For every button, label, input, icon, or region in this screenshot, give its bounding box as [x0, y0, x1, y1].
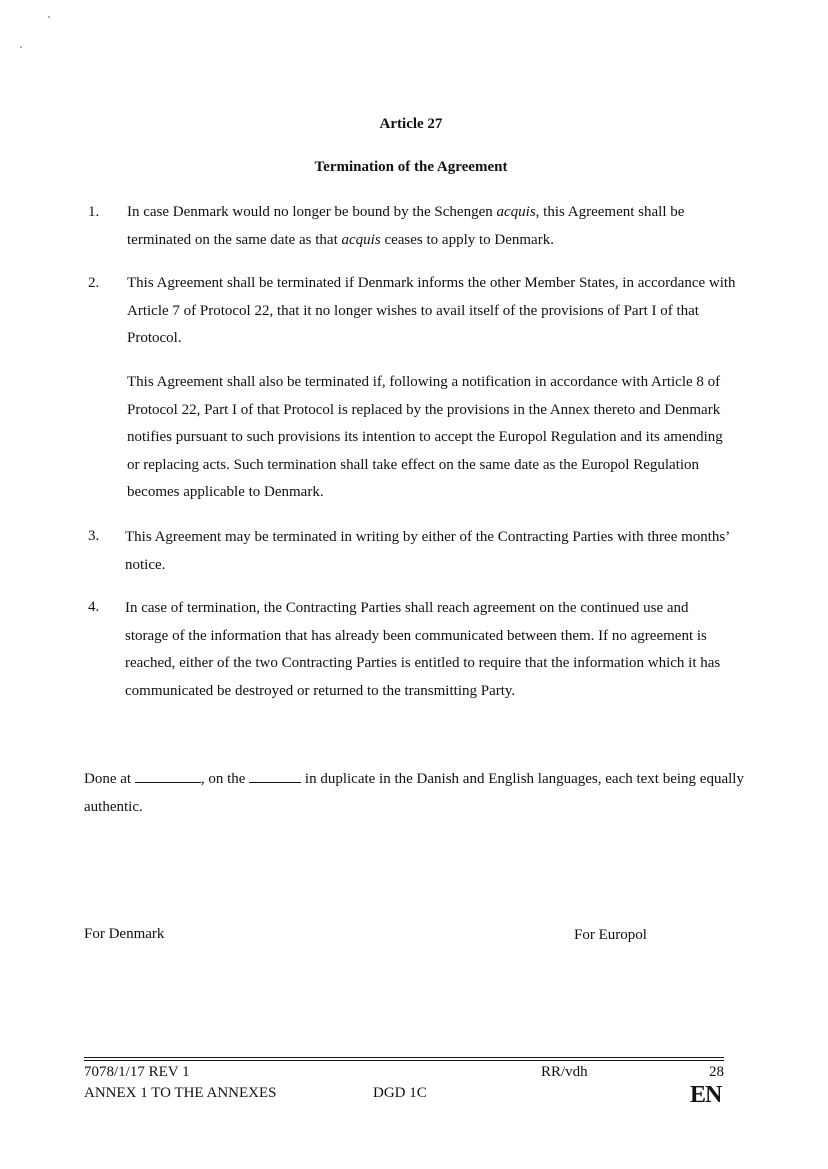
clause-number: 3.	[88, 528, 100, 544]
footer-page-number: 28	[709, 1064, 724, 1080]
clause-4-text: In case of termination, the Contracting Parties shall reach agreement on the continued use and storage of the information that has already been communicated between them. If no agreement is reached, either of the two Contracting Parties is entitled to require that the information which it has communicated be destroyed or returned to the transmitting Party.	[125, 600, 721, 699]
footer-doc-ref: 7078/1/17 REV 1	[84, 1064, 190, 1080]
place-blank	[135, 772, 201, 783]
clause-1-part-italic: acquis	[341, 231, 381, 248]
article-number: Article 27	[379, 116, 443, 132]
signature-europol: For Europol	[574, 927, 647, 943]
footer-rule-thin	[84, 1060, 724, 1061]
footer-rule	[84, 1057, 724, 1058]
clause-number: 4.	[88, 599, 100, 615]
clause-2-text-continued: This Agreement shall also be terminated if, following a notification in accordance with Article 8 of Protocol 22, Part I of that Protocol is replaced by the provisions in the Annex thereto and Denmark notifies pursuant to such provisions its intention to accept the Europol Regulation and its amending or replacing acts. Such termination shall take effect on the same date as the Europol Regulation becomes applicable to Denmark.	[127, 374, 723, 500]
clause-number: 2.	[88, 275, 100, 291]
scan-speck	[48, 16, 50, 18]
footer-language: EN	[690, 1082, 722, 1108]
clause-1-part: , this Agreement shall be terminated on the same date as that	[127, 204, 685, 248]
date-blank	[249, 772, 301, 783]
clause-3-text: This Agreement may be terminated in writing by either of the Contracting Parties with three months’ notice.	[125, 529, 730, 573]
article-title: Termination of the Agreement	[314, 159, 508, 175]
done-prefix: Done at	[84, 771, 132, 787]
footer-initials: RR/vdh	[541, 1064, 588, 1080]
footer-annex: ANNEX 1 TO THE ANNEXES	[84, 1085, 277, 1101]
clause-1-text	[127, 199, 737, 254]
footer-dgd: DGD 1C	[373, 1085, 427, 1101]
clause-2-text: This Agreement shall be terminated if Denmark informs the other Member States, in accordance with Article 7 of Protocol 22, that it no longer wishes to avail itself of the provisions of Part I of that Protocol.	[127, 275, 736, 346]
done-suffix: in duplicate in the Danish and English languages, each text being equally authentic.	[84, 771, 744, 815]
clause-1-part: ceases to apply to Denmark.	[380, 231, 554, 248]
signature-denmark: For Denmark	[84, 926, 165, 942]
clause-1-part-italic: acquis	[496, 204, 536, 220]
clause-1-part: In case Denmark would no longer be bound by the Schengen	[127, 204, 497, 220]
clause-number: 1.	[88, 204, 100, 220]
scan-speck	[20, 46, 22, 48]
done-middle: , on the	[200, 771, 246, 787]
done-statement	[84, 765, 744, 821]
